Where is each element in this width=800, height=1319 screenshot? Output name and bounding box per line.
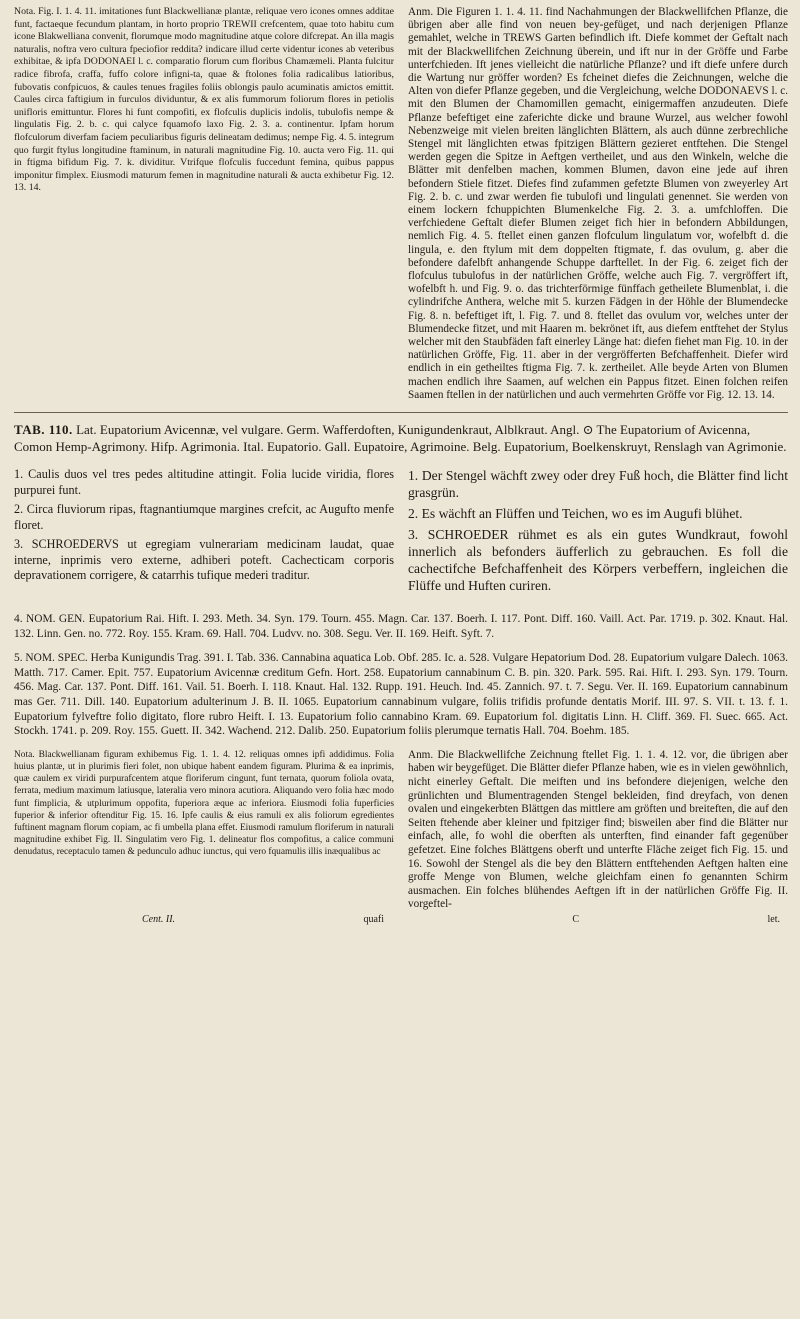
german-note-top: Anm. Die Figuren 1. 1. 4. 11. find Nachahmungen der Blackwellifchen Pflanze, die übrigen aber alle find von neuen bey-gefüget, und nach derjenigen Pflanze gemahlet, welche in TREWS Garten befindlich ift. Diefe kommet der Geftalt nach mit der Blackwellifchen Zeichnung überein, und ift nur in der Gröffe und Farbe unterfchieden. Ift jenes vielleicht die natürliche Pflanze? und ift diefe unfere durch die Wartung nur gröffer worden? Es fcheinet diefes die Zeichnungen, welche die Alten von diefer Pflanze gegeben, und die Vergleichung, welche DODONAEVS l. c. mit den Blumen der Chamomillen gemacht, einigermaffen anzudeuten. Diefe Pflanze befeftiget eine zaferichte dicke und braune Wurzel, aus welcher fowohl Nebenzweige mit vielen breiten länglichten Blättern, als auch dünne zerbrechliche Stengel mit länglichten etwas fpitzigen Blättern gezieret entftehen. Die Stengel werden gegen die Spitze in Aeftgen vertheilet, und aus den Winkeln, welche die Blätter mit denfelben machen, kommen Blumen, davon eine jede auf ihren befondern Stiele fitzet. Diefes find zufammen gefetzte Blumen von zweyerley Art Fig. 2. b. c. und zwar werden fie tubulofi und lingulati genennet. Sie werden von einem lockern fchuppichten Blumenkelche Fig. 2. 3. a. umfchloffen. Die verfchiedene Geftalt diefer Blumen zeiget fich hier in befondern Abbildungen, nemlich Fig. 4. 5. ftellet einen ganzen flofculum lingulatum vor, wofelbft d. die lingula, e. den ftylum mit dem doppelten ftigmate, f. das ovulum, g. aber die befondere dafelbft anhangende Schuppe darftellet. In der Fig. 6. zeiget fich der flofculus tubulofus in der natürlichen Gröffe, welche auch Fig. 7. vergröffert ift, wofelbft h. und Fig. 9. o. das trichterförmige fünffach getheilete Blumenblat, i. die cylindrifche Anthera, welche mit 5. kurzen Fädgen in der Höhle der Blumendecke Fig. 8. n. befeftiget ift, l. Fig. 7. und 8. ftellet das ovulum vor, welches unter der Blumendecke fitzet, und mit Haaren m. bekrönet ift, aus diefem entftehet der Stylus welcher mit den Staubfäden faft einerley Länge hat: diefen fiehet man Fig. 10. in der natürlichen Gröffe, Fig. 11. aber in der vergröfferten Befchaffenheit. Diefer wird endlich in ein getheiltes ftigma Fig. 7. k. zertheilet. Alle beyde Arten von Blumen machen endlich ihre Saamen, auf welchen ein Pappus fitzet. Einen folchen reifen Saamen ftellen in der natürlichen und auch vermehrten Gröffe vor Fig. 12. 13. 14. [408, 6, 788, 401]
latin-paragraph-2: 2. Circa fluviorum ripas, ftagnantiumque margines crefcit, ac Augufto menfe floret. [14, 502, 394, 532]
plate-number: TAB. 110. [14, 422, 73, 438]
lower-commentary [14, 749, 788, 912]
generic-names: 4. NOM. GEN. Eupatorium Rai. Hift. I. 293. Meth. 34. Syn. 179. Tourn. 455. Magn. Car. 137. Boerh. I. 117. Pont. Diff. 160. Vaill. Act. Par. 1719. p. 302. Knaut. Hal. 132. Linn. Gen. no. 772. Roy. 155. Kram. 69. Hall. 704. Ludvv. no. 308. Segu. Ver. II. 169. Heift. Syft. 7. [14, 613, 788, 640]
german-paragraph-3: 3. SCHROEDER rühmet es als ein gutes Wundkraut, fowohl innerlich als befonders äufferlich zu gebrauchen. Es foll die cachectifche Befchaffenheit des Körpers verbeffern, ingleichen die Flüffe und Huften curiren. [408, 527, 788, 594]
section-divider [14, 412, 788, 413]
german-note-bottom: Anm. Die Blackwellifche Zeichnung ftellet Fig. 1. 1. 4. 12. vor, die übrigen aber haben wir beygefüget. Die Blätter diefer Pflanze haben, wie es in vielen gewöhnlich, nicht einerley Geftalt. Die meiften und ins befondere diejenigen, welche den grünlichten und Blumentragenden Stengel bekleiden, find dreyfach, von denen ovalen und eingekerbten Blättgen das mittlere am gröften und breiteften, die auf den Seiten ftehende aber kleiner und fpitziger find; bisweilen aber find die Blätter nur einfach, alle, fo wohl die oberften als unterften, find einander faft gegenüber gefetzet. Eine folches Blättgens oberft und unterfte Fläche zeiget fich Fig. 15. und 16. Sowohl der Stengel als die bey den Blättern entftehenden Aeftgen halten eine groffe Menge von Blumen, welche gleichfam einen fo genannten Schirm ausmachen. Ein folches blühendes Aeftgen ift in der natürlichen Gröffe Fig. II. vorgeftel- [408, 748, 788, 911]
page-footer [14, 912, 788, 925]
catchword-latin: quafi [363, 913, 384, 925]
german-description [408, 467, 788, 598]
catchword-german: let. [767, 913, 780, 925]
german-paragraph-2: 2. Es wächft an Flüffen und Teichen, wo es im Augufi blühet. [408, 506, 743, 522]
latin-paragraph-3: 3. SCHROEDERVS ut egregiam vulnerariam medicinam laudat, quae interne, inprimis vero externe, adhiberi poteft. Cachecticam corporis depravationem corrigere, & catarrhis tufique mederi traditur. [14, 537, 394, 583]
latin-note-bottom: Nota. Blackwellianam figuram exhibemus Fig. 1. 1. 4. 12. reliquas omnes ipfi addidimus. Folia huius plantæ, ut in plurimis fieri folet, non ubique habent eandem figuram. Plurima & ea inprimis, quæ caulem ex viridi purpurafcentem atque floriferum cingunt, funt ternata, quorum foliola ovata, ferrata, medium maximum latiusque, lateralia vero minora acutiora. Aliquando vero folia hæc modo funt fimplicia, & utplurimum oppofita, fuperiora æque ac inferiora. Eiusmodi folia fuperficies fuperior & inferior oftenditur Fig. 15. 16. Ipfe caulis & eius ramuli ex alis foliorum egredientes fuftinent magnam florum copiam, ac fi umbella plana effet. Eiusmodi ramulum floriferum in naturali magnitudine exhibet Fig. II. Singulatim vero Fig. 1. delineatur flos compofitus, a calice communi denudatus, receptaculo tamen & pedunculo adhuc iunctus, qui vero fquamulis illis inæqualibus ac [14, 749, 394, 858]
latin-paragraph-1: 1. Caulis duos vel tres pedes altitudine attingit. Folia lucide viridia, flores purpurei funt. [14, 467, 394, 497]
latin-note-top: Nota. Fig. I. 1. 4. 11. imitationes funt Blackwellianæ plantæ, reliquae vero icones omnes additae funt, factaeque fecundum plantam, in horto proprio TREWII crefcentem, quae toto habitu cum icone Blakwelliana convenit, florumque modo magnitudine atque colore difcrepat. An illa magis naturalis, noftra vero cultura fpeciofior reddita? indicare illud certe videntur icones ab veteribus exhibitae, & ipfa DODONAEI l. c. comparatio florum cum floribus Chamæmeli. Planta fulcitur radice fibrofa, craffa, fuffo colore infigni-ta, quae & ftolones folia radicalibus latioribus, fubovatis confpicuos, & caules tenues fragiles foliis oblongis paulo acuminatis amictos emittit. Caules circa faftigium in furculos dividuntur, & ex alis fummorum foliorum flores in petiolis unifloris emittuntur. Flores hi funt compofiti, ex flofculis duplicis indolis, tubulofis nempe & lingulatis Fig. 2. b. c. qui calyce fquamofo laxo Fig. 2. 3. a. continentur. Ipfam horum flofculorum diverfam faciem peculiaribus figuris delineatam dedimus; nempe Fig. 4. 5. integrum quo furgit ftylus longitudine ftaminum, in naturali magnitudine Fig. 10. aucta vero Fig. 11. qui in ftigma bifidum Fig. 7. k. dividitur. Vtrifque flofculis fuccedunt femina, quibus pappus imponitur fimplex. Eiusmodi maturum femen in magnitudine naturali & aucta exhibetur Fig. 12. 13. 14. [14, 6, 394, 194]
german-paragraph-1: 1. Der Stengel wächft zwey oder drey Fuß hoch, die Blätter find licht grasgrün. [408, 468, 788, 501]
upper-commentary [14, 6, 788, 402]
description-section [14, 467, 788, 598]
latin-description [14, 467, 394, 598]
plate-heading [14, 421, 788, 455]
signature-mark-german: C [572, 913, 580, 925]
specific-names: 5. NOM. SPEC. Herba Kunigundis Trag. 391. I. Tab. 336. Cannabina aquatica Lob. Obf. 285. Ic. a. 528. Vulgare Hepatorium Dod. 28. Eupatorium vulgare Dalech. 1063. Matth. 717. Camer. Epit. 757. Eupatorium Avicennæ creditum Gefn. Hort. 258. Eupatorium cannabinum C. B. pin. 320. Park. 595. Rai. Hift. I. 293. Syn. 179. Tourn. 456. Mag. Car. 137. Pont. Diff. 161. Vail. 51. Boerh. I. 118. Knaut. Hal. 132. Rupp. 191. Heuch. Ind. 45. Zannich. 97. t. 7. Segu. Ver. II. 169. Eupatorium cannabinum mas Ger. 711. Dill. 140. Eupatorium adulterinum J. B. II. 1065. Eupatorium cannabinum vulgare, foliis trifidis profunde dentatis Morif. III. 97. S. VII. t. 13. f. 1. Eupatorium fylveftre folio digitato, flore rubro Heift. I. 13. Eupatorium folio cannabino Kram. 69. Eupatorium fol. digitatis Linn. H. Cliff. 369. Fl. Suec. 665. Act. Stockh. 1741. p. 209. Roy. 155. Guett. II. 342. Wachend. 212. Dalib. 250. Eupatorium foliis plerumque ternatis Hall. 704. Boehm. 185. [14, 652, 788, 738]
signature-mark: Cent. II. [142, 913, 176, 925]
plate-names: Lat. Eupatorium Avicennæ, vel vulgare. Germ. Wafferdoften, Kunigundenkraut, Alblkraut. Angl. ⊙ The Eupatorium of Avicenna, Comon Hemp-Agrimony. Hifp. Agrimonia. Ital. Eupatorio. Gall. Eupatoire, Agrimoine. Belg. Eupatorium, Boelkenskruyt, Renslagh van Agrimonie. [14, 422, 787, 455]
